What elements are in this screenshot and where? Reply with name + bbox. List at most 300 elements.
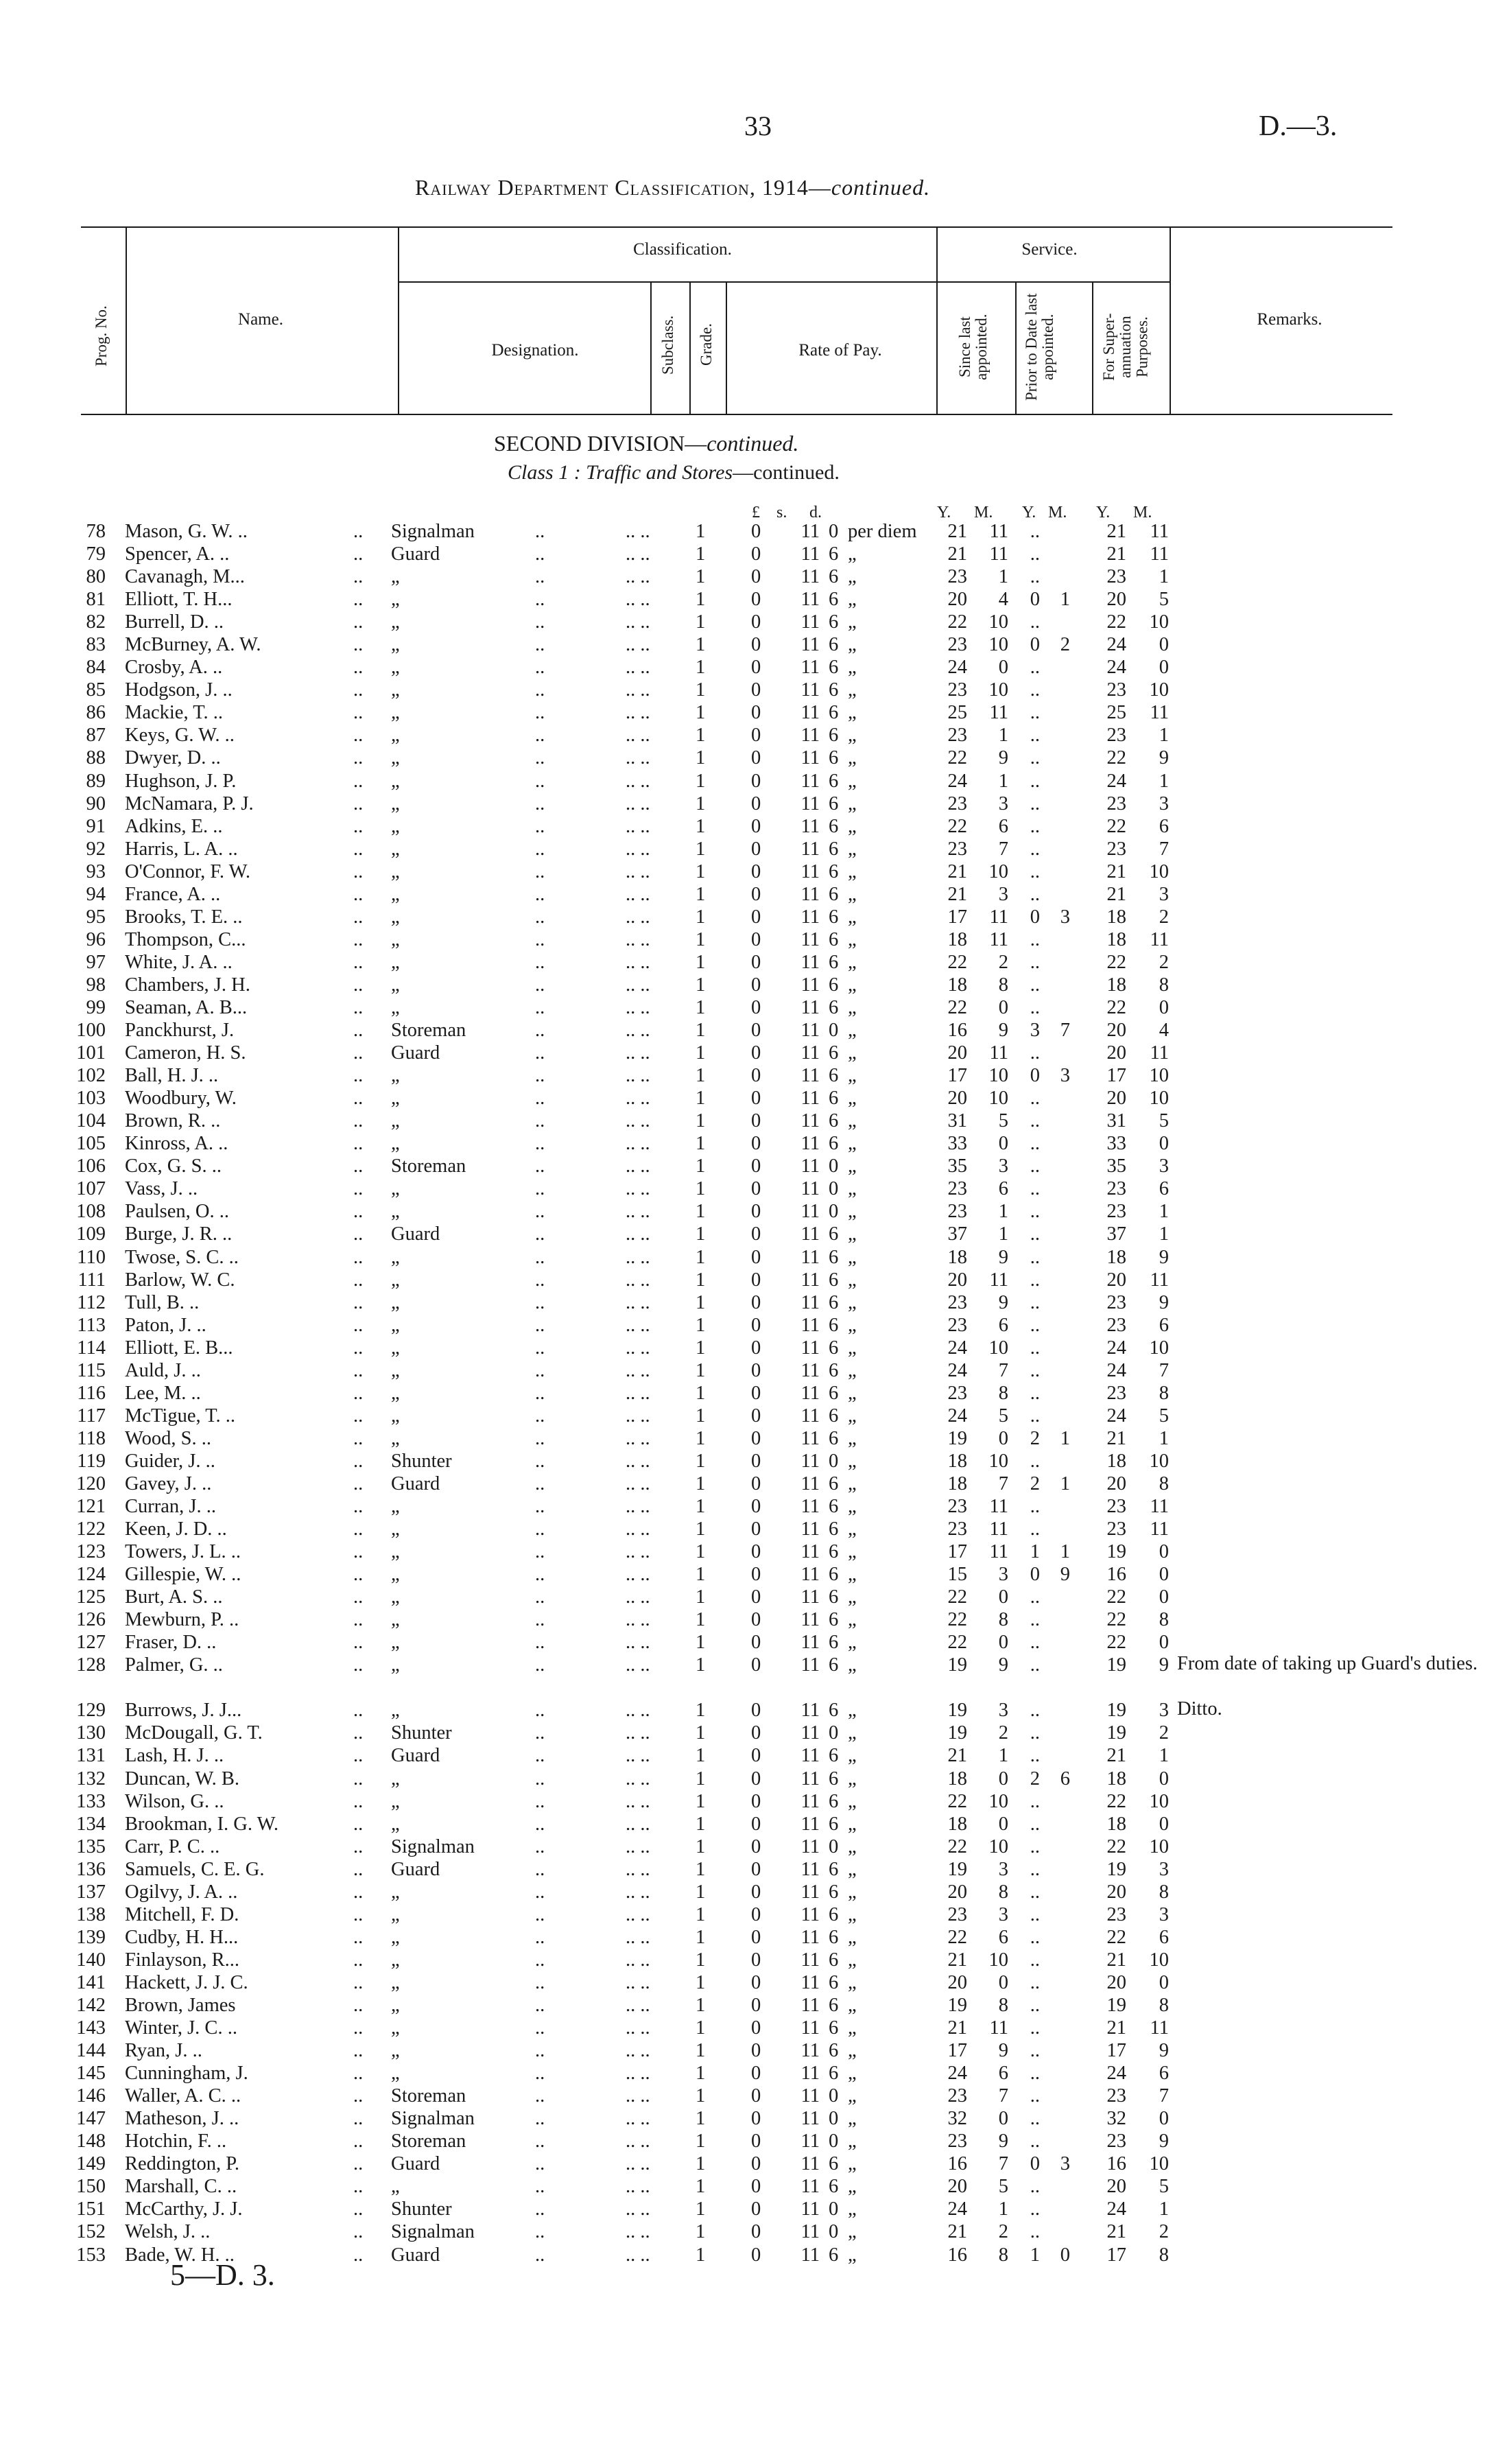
designation: „ <box>391 1632 400 1654</box>
pay-unit: „ <box>848 2131 857 2152</box>
leader-dots: .. <box>535 1020 545 1042</box>
header-rate-of-pay: Rate of Pay. <box>798 341 882 360</box>
pay-pounds: 0 <box>751 1382 761 1404</box>
leader-dots: .. .. <box>626 1405 650 1427</box>
employee-name: Keys, G. W. .. <box>125 725 235 747</box>
prior-years: .. <box>1030 951 1040 973</box>
prior-years: .. <box>1030 1995 1040 2016</box>
designation: Signalman <box>391 1835 475 1857</box>
leader-dots: .. .. <box>626 1450 650 1472</box>
designation: Guard <box>391 1745 440 1767</box>
prog-number: 100 <box>76 1020 106 1042</box>
pay-shillings: 11 <box>800 770 820 792</box>
employee-name: Kinross, A. .. <box>125 1133 228 1155</box>
since-years: 18 <box>947 1768 967 1790</box>
leader-dots: .. .. <box>626 1314 650 1336</box>
pay-unit: „ <box>848 860 857 882</box>
designation: „ <box>391 1269 400 1291</box>
pay-shillings: 11 <box>800 1133 820 1155</box>
table-row <box>0 1382 1507 1405</box>
grade: 1 <box>696 1813 706 1835</box>
super-years: 21 <box>1106 521 1126 542</box>
designation: „ <box>391 793 400 814</box>
leader-dots: .. <box>353 1881 364 1903</box>
pay-unit: „ <box>848 2221 857 2243</box>
since-years: 23 <box>947 1496 967 1518</box>
super-years: 24 <box>1106 634 1126 656</box>
prior-years: 0 <box>1030 589 1040 611</box>
pay-unit: „ <box>848 1065 857 1087</box>
super-years: 22 <box>1106 611 1126 633</box>
super-months: 3 <box>1159 883 1169 905</box>
super-months: 8 <box>1159 1472 1169 1494</box>
pay-pence: 6 <box>829 770 839 792</box>
grade: 1 <box>696 951 706 973</box>
header-grade: Grade. <box>698 323 715 366</box>
since-months: 8 <box>998 1382 1008 1404</box>
super-years: 22 <box>1106 747 1126 769</box>
pay-unit: „ <box>848 2176 857 2198</box>
since-months: 8 <box>998 1881 1008 1903</box>
employee-name: McCarthy, J. J. <box>125 2198 243 2220</box>
prior-years: .. <box>1030 1496 1040 1518</box>
pay-shillings: 11 <box>800 1881 820 1903</box>
pay-pounds: 0 <box>751 679 761 701</box>
designation: „ <box>391 1201 400 1223</box>
pay-pounds: 0 <box>751 1813 761 1835</box>
employee-name: Mitchell, F. D. <box>125 1903 239 1925</box>
grade: 1 <box>696 1133 706 1155</box>
pay-pounds: 0 <box>751 1745 761 1767</box>
prog-number: 127 <box>76 1632 106 1654</box>
designation: „ <box>391 611 400 633</box>
table-row <box>0 860 1507 883</box>
prior-years: .. <box>1030 883 1040 905</box>
super-years: 22 <box>1106 1609 1126 1631</box>
col-head-pence: d. <box>809 504 822 521</box>
prog-number: 123 <box>76 1541 106 1563</box>
pay-unit: „ <box>848 1700 857 1722</box>
table-row <box>0 1337 1507 1359</box>
pay-pounds: 0 <box>751 838 761 860</box>
pay-pounds: 0 <box>751 1700 761 1722</box>
table-row <box>0 1427 1507 1450</box>
super-years: 20 <box>1106 1472 1126 1494</box>
super-years: 18 <box>1106 1450 1126 1472</box>
table-row <box>0 2152 1507 2175</box>
leader-dots: .. .. <box>626 1178 650 1200</box>
pay-unit: „ <box>848 2017 857 2039</box>
super-years: 20 <box>1106 1269 1126 1291</box>
pay-pounds: 0 <box>751 2176 761 2198</box>
leader-dots: .. <box>353 2040 364 2062</box>
title-continued: continued. <box>831 175 931 200</box>
prog-number: 95 <box>86 906 106 928</box>
pay-shillings: 11 <box>800 1178 820 1200</box>
super-months: 10 <box>1149 611 1169 633</box>
designation: „ <box>391 1291 400 1313</box>
since-years: 17 <box>947 1065 967 1087</box>
super-years: 31 <box>1106 1110 1126 1132</box>
super-months: 5 <box>1159 589 1169 611</box>
super-months: 10 <box>1149 1790 1169 1812</box>
pay-pence: 6 <box>829 1359 839 1381</box>
pay-unit: „ <box>848 1201 857 1223</box>
col-head-super-y: Y. <box>1096 504 1111 521</box>
pay-shillings: 11 <box>800 2063 820 2085</box>
prog-number: 98 <box>86 974 106 996</box>
pay-pounds: 0 <box>751 1110 761 1132</box>
since-years: 24 <box>947 1337 967 1359</box>
pay-pounds: 0 <box>751 1995 761 2016</box>
designation: „ <box>391 996 400 1018</box>
pay-shillings: 11 <box>800 1722 820 1744</box>
pay-pounds: 0 <box>751 2063 761 2085</box>
prog-number: 89 <box>86 770 106 792</box>
table-row <box>0 543 1507 565</box>
pay-pence: 6 <box>829 611 839 633</box>
designation: „ <box>391 1903 400 1925</box>
pay-unit: „ <box>848 770 857 792</box>
since-months: 1 <box>998 1745 1008 1767</box>
leader-dots: .. <box>353 1382 364 1404</box>
super-years: 32 <box>1106 2108 1126 2130</box>
leader-dots: .. <box>353 1768 364 1790</box>
super-months: 3 <box>1159 793 1169 814</box>
header-prog-no: Prog. No. <box>93 305 110 367</box>
pay-unit: „ <box>848 1654 857 1676</box>
pay-shillings: 11 <box>800 1405 820 1427</box>
pay-unit: „ <box>848 1427 857 1449</box>
super-years: 23 <box>1106 1178 1126 1200</box>
leader-dots: .. <box>353 1472 364 1494</box>
leader-dots: .. .. <box>626 974 650 996</box>
leader-dots: .. <box>353 1518 364 1540</box>
prior-years: 3 <box>1030 1020 1040 1042</box>
pay-shillings: 11 <box>800 860 820 882</box>
header-subclass: Subclass. <box>659 315 676 375</box>
since-months: 9 <box>998 1654 1008 1676</box>
since-months: 3 <box>998 1903 1008 1925</box>
leader-dots: .. <box>353 1700 364 1722</box>
prior-years: .. <box>1030 611 1040 633</box>
employee-name: Waller, A. C. .. <box>125 2085 241 2107</box>
table-row <box>0 1042 1507 1064</box>
pay-pounds: 0 <box>751 1518 761 1540</box>
pay-pence: 6 <box>829 1065 839 1087</box>
pay-shillings: 11 <box>800 1700 820 1722</box>
page-number: 33 <box>744 110 772 141</box>
grade: 1 <box>696 1314 706 1336</box>
super-months: 8 <box>1159 1995 1169 2016</box>
prog-number: 120 <box>76 1472 106 1494</box>
leader-dots: .. <box>535 1065 545 1087</box>
since-years: 19 <box>947 1700 967 1722</box>
employee-name: Wilson, G. .. <box>125 1790 224 1812</box>
pay-shillings: 11 <box>800 906 820 928</box>
since-months: 0 <box>998 1586 1008 1608</box>
prior-years: .. <box>1030 1223 1040 1245</box>
employee-name: Gavey, J. .. <box>125 1472 212 1494</box>
grade: 1 <box>696 1450 706 1472</box>
prog-number: 81 <box>86 589 106 611</box>
leader-dots: .. <box>353 1223 364 1245</box>
designation: Guard <box>391 1223 440 1245</box>
prog-number: 129 <box>76 1700 106 1722</box>
leader-dots: .. <box>535 1314 545 1336</box>
since-months: 11 <box>989 1042 1008 1064</box>
prog-number: 105 <box>76 1133 106 1155</box>
super-months: 5 <box>1159 2176 1169 2198</box>
pay-pence: 6 <box>829 566 839 588</box>
table-row <box>0 1405 1507 1427</box>
employee-name: Cox, G. S. .. <box>125 1155 222 1177</box>
employee-name: Dwyer, D. .. <box>125 747 221 769</box>
prior-years: 0 <box>1030 1065 1040 1087</box>
super-months: 8 <box>1159 2244 1169 2266</box>
pay-shillings: 11 <box>800 1586 820 1608</box>
pay-pounds: 0 <box>751 2085 761 2107</box>
super-months: 10 <box>1149 860 1169 882</box>
pay-pence: 6 <box>829 2017 839 2039</box>
pay-pence: 6 <box>829 1654 839 1676</box>
leader-dots: .. .. <box>626 2040 650 2062</box>
leader-dots: .. <box>535 974 545 996</box>
since-years: 23 <box>947 2131 967 2152</box>
prog-number: 85 <box>86 679 106 701</box>
prog-number: 142 <box>76 1995 106 2016</box>
grade: 1 <box>696 747 706 769</box>
leader-dots: .. <box>353 1564 364 1586</box>
since-years: 18 <box>947 1472 967 1494</box>
pay-shillings: 11 <box>800 2198 820 2220</box>
designation: „ <box>391 1790 400 1812</box>
leader-dots: .. <box>353 725 364 747</box>
employee-name: Hughson, J. P. <box>125 770 237 792</box>
table-row <box>0 1858 1507 1881</box>
designation: „ <box>391 1881 400 1903</box>
designation: „ <box>391 883 400 905</box>
employee-name: Fraser, D. .. <box>125 1632 217 1654</box>
since-years: 23 <box>947 1314 967 1336</box>
since-years: 20 <box>947 1088 967 1110</box>
grade: 1 <box>696 1020 706 1042</box>
super-years: 24 <box>1106 1359 1126 1381</box>
super-months: 8 <box>1159 974 1169 996</box>
since-months: 9 <box>998 2131 1008 2152</box>
pay-pounds: 0 <box>751 1926 761 1948</box>
leader-dots: .. <box>535 1518 545 1540</box>
pay-pence: 0 <box>829 1178 839 1200</box>
table-row <box>0 1177 1507 1200</box>
designation: „ <box>391 1088 400 1110</box>
pay-pence: 6 <box>829 1813 839 1835</box>
super-years: 19 <box>1106 1858 1126 1880</box>
pay-pence: 6 <box>829 1971 839 1993</box>
pay-unit: „ <box>848 543 857 565</box>
pay-pence: 0 <box>829 2221 839 2243</box>
grade: 1 <box>696 1472 706 1494</box>
super-months: 0 <box>1159 657 1169 679</box>
leader-dots: .. <box>353 1246 364 1268</box>
prog-number: 102 <box>76 1065 106 1087</box>
table-row <box>0 2062 1507 2085</box>
pay-unit: „ <box>848 1382 857 1404</box>
table-row <box>0 974 1507 996</box>
super-years: 17 <box>1106 2040 1126 2062</box>
since-years: 21 <box>947 543 967 565</box>
pay-pounds: 0 <box>751 2244 761 2266</box>
pay-pence: 6 <box>829 1949 839 1971</box>
leader-dots: .. .. <box>626 1291 650 1313</box>
prog-number: 116 <box>77 1382 106 1404</box>
grade: 1 <box>696 1359 706 1381</box>
grade: 1 <box>696 1564 706 1586</box>
prior-years: .. <box>1030 1042 1040 1064</box>
prior-years: .. <box>1030 657 1040 679</box>
leader-dots: .. .. <box>626 2085 650 2107</box>
prior-years: .. <box>1030 1745 1040 1767</box>
divider-grade <box>726 281 727 414</box>
employee-name: France, A. .. <box>125 883 221 905</box>
grade: 1 <box>696 1088 706 1110</box>
pay-pounds: 0 <box>751 1472 761 1494</box>
since-years: 21 <box>947 1745 967 1767</box>
pay-shillings: 11 <box>800 1496 820 1518</box>
leader-dots: .. .. <box>626 1201 650 1223</box>
prog-number: 131 <box>76 1745 106 1767</box>
prior-years: .. <box>1030 1314 1040 1336</box>
prior-years: .. <box>1030 702 1040 724</box>
leader-dots: .. <box>353 1813 364 1835</box>
class-continued: —continued. <box>733 461 840 484</box>
leader-dots: .. <box>535 2017 545 2039</box>
pay-unit: „ <box>848 1518 857 1540</box>
leader-dots: .. <box>535 2131 545 2152</box>
designation: „ <box>391 1995 400 2016</box>
employee-name: Lee, M. .. <box>125 1382 201 1404</box>
pay-pounds: 0 <box>751 974 761 996</box>
prior-years: .. <box>1030 2108 1040 2130</box>
pay-shillings: 11 <box>800 1472 820 1494</box>
super-months: 0 <box>1159 1768 1169 1790</box>
super-years: 23 <box>1106 1291 1126 1313</box>
designation: „ <box>391 1813 400 1835</box>
grade: 1 <box>696 589 706 611</box>
pay-shillings: 11 <box>800 1790 820 1812</box>
since-years: 23 <box>947 1201 967 1223</box>
pay-unit: „ <box>848 589 857 611</box>
super-months: 11 <box>1150 1518 1169 1540</box>
since-years: 24 <box>947 1359 967 1381</box>
since-years: 18 <box>947 1450 967 1472</box>
prior-years: .. <box>1030 793 1040 814</box>
leader-dots: .. <box>535 996 545 1018</box>
leader-dots: .. <box>353 1632 364 1654</box>
leader-dots: .. .. <box>626 793 650 814</box>
pay-unit: „ <box>848 1858 857 1880</box>
pay-pounds: 0 <box>751 1541 761 1563</box>
prior-years: 0 <box>1030 906 1040 928</box>
employee-name: Brown, R. .. <box>125 1110 221 1132</box>
since-months: 3 <box>998 1700 1008 1722</box>
grade: 1 <box>696 679 706 701</box>
since-months: 7 <box>998 1472 1008 1494</box>
pay-pence: 0 <box>829 1835 839 1857</box>
pay-shillings: 11 <box>800 1359 820 1381</box>
pay-pounds: 0 <box>751 1223 761 1245</box>
pay-pence: 6 <box>829 1586 839 1608</box>
prog-number: 94 <box>86 883 106 905</box>
header-since-last: Since last appointed. <box>956 314 990 381</box>
leader-dots: .. .. <box>626 1609 650 1631</box>
grade: 1 <box>696 883 706 905</box>
super-months: 3 <box>1159 1155 1169 1177</box>
leader-dots: .. .. <box>626 1790 650 1812</box>
since-months: 11 <box>989 2017 1008 2039</box>
prior-years: .. <box>1030 1790 1040 1812</box>
since-years: 23 <box>947 725 967 747</box>
leader-dots: .. <box>353 1835 364 1857</box>
pay-pounds: 0 <box>751 883 761 905</box>
super-months: 1 <box>1159 1745 1169 1767</box>
pay-unit: „ <box>848 1949 857 1971</box>
table-row <box>0 1813 1507 1835</box>
since-years: 19 <box>947 1995 967 2016</box>
prog-number: 149 <box>76 2153 106 2175</box>
leader-dots: .. .. <box>626 1858 650 1880</box>
leader-dots: .. <box>535 1949 545 1971</box>
since-months: 10 <box>988 1835 1008 1857</box>
pay-pence: 6 <box>829 2244 839 2266</box>
prior-years: .. <box>1030 1926 1040 1948</box>
employee-name: Barlow, W. C. <box>125 1269 235 1291</box>
pay-pounds: 0 <box>751 1768 761 1790</box>
since-years: 18 <box>947 928 967 950</box>
table-row <box>0 1223 1507 1245</box>
employee-name: Towers, J. L. .. <box>125 1541 241 1563</box>
prior-years: .. <box>1030 1088 1040 1110</box>
table-row <box>0 1994 1507 2017</box>
since-months: 0 <box>998 1813 1008 1835</box>
leader-dots: .. <box>535 1586 545 1608</box>
table-row <box>0 770 1507 793</box>
leader-dots: .. .. <box>626 1155 650 1177</box>
since-months: 6 <box>998 1178 1008 1200</box>
prog-number: 153 <box>76 2244 106 2266</box>
pay-unit: „ <box>848 2085 857 2107</box>
since-months: 5 <box>998 1405 1008 1427</box>
leader-dots: .. .. <box>626 883 650 905</box>
designation: „ <box>391 838 400 860</box>
super-months: 11 <box>1150 1269 1169 1291</box>
super-years: 24 <box>1106 770 1126 792</box>
pay-pence: 6 <box>829 1518 839 1540</box>
since-months: 9 <box>998 2040 1008 2062</box>
pay-unit: „ <box>848 951 857 973</box>
pay-shillings: 11 <box>800 793 820 814</box>
since-years: 17 <box>947 906 967 928</box>
super-months: 1 <box>1159 1223 1169 1245</box>
since-years: 24 <box>947 1405 967 1427</box>
pay-unit: „ <box>848 679 857 701</box>
leader-dots: .. <box>535 1246 545 1268</box>
pay-pounds: 0 <box>751 1427 761 1449</box>
division-label: SECOND DIVISION— <box>494 431 707 456</box>
since-years: 22 <box>947 1586 967 1608</box>
employee-name: Elliott, T. H... <box>125 589 233 611</box>
grade: 1 <box>696 906 706 928</box>
